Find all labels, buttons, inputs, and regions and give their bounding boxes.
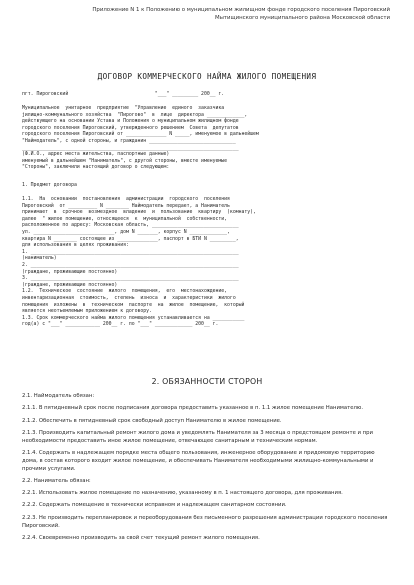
section1-title: 1. Предмет договора <box>22 183 77 188</box>
paragraph-2-1-1: 2.1.1. В пятидневный срок после подписания договора предоставить указанное в п. 1.1 жилое помещение Нанимателю. <box>22 405 364 412</box>
paragraph-2-2-4: 2.2.4. Своевременно производить за свой счет текущий ремонт жилого помещения. <box>22 534 260 541</box>
paragraph-2-2-2: 2.2.2. Содержать помещение в технически исправном и надлежащем санитарном состоянии. <box>22 502 287 509</box>
section2-title: 2. ОБЯЗАННОСТИ СТОРОН <box>151 377 263 386</box>
section1-body: 1.1. На основании постановления администрации городского поселения Пироговский от __________ N ________ Наймодатель передает, а Наниматель принимает в срочное возмездное владение и пользование квартиру (комнату), далее " жилое помещение, относящееся к муниципальной собственности, расположенное по адресу: Московская область, ______________________________ ул. ____________________________, дом N _______, корпус N _____________, квартира N ________ состоящее из ______________, паспорт в БТИ N _________, для использования в целях проживания: 1. ________________________________________________________________________ (наниматель) 2. ________________________________________________________________________ (граждане, проживающие постоянно) 3. ________________________________________________________________________ (граждане, проживающие постоянно) 1.2. Техническое состояние жилого помещения, его местонахождение, инвентаризационная стоимость, степень износа и характеристики жилого помещения изложены в техническом паспорте на жилое помещение, который является неотъемлемым приложением к договору. 1.3. Срок коммерческого найма жилого помещения устанавливается на ___________ год(а) с "___" ____________ 200__ г. по "___" _____________ 200__ г. <box>22 197 256 328</box>
paragraph-2-1-3: 2.1.3. Производить капитальный ремонт жилого дома и уведомлять Нанимателя за 3 месяца о предстоящем ремонте и при необходимости предоставить иное жилое помещение, отвечающее санитарным и техническим нормам. <box>22 429 373 444</box>
paragraph-2-1-2: 2.1.2. Обеспечить в пятидневный срок свободный доступ Нанимателю в жилое помещение. <box>22 417 282 424</box>
paragraph-2-1: 2.1. Наймодатель обязан: <box>22 393 95 399</box>
paragraph-2-2-1: 2.2.1. Использовать жилое помещение по назначению, указанному в п. 1 настоящего договора, для проживания. <box>22 490 343 497</box>
place-date-line: пгт. Пироговский "___" _________ 200__ г. <box>22 92 225 97</box>
appendix-header-line2: Мытищинского муниципального района Московской области <box>214 14 390 21</box>
appendix-header <box>60 7 390 22</box>
paragraph-2-2: 2.2. Наниматель обязан: <box>22 477 91 484</box>
preamble: Муниципальное унитарное предприятие "Управление единого заказчика jилищно-коммунального хозяйства "Пирогово" в лице директора _____________, действующего на основании Устава и Положения о муниципальном жилищном фонде городского поселения Пироговский, утвержденного решением Совета депутатов городского поселения Пироговский от ______________ N _____, именуемое в дальнейшем "Наймодатель", с одной стороны, и гражданин ______________________________ ___________________________________________________________________________ (Ф.И.О., адрес места жительства, паспортные данные) именуемый в дальнейшем "Наниматель", с другой стороны, вместе именуемые "Стороны", заключили настоящий договор о следующем: <box>22 106 259 171</box>
appendix-header-line1: Приложение N 1 к Положению о муниципальном жилищном фонде городского поселения Пироговский <box>92 7 390 13</box>
paragraph-2-1-4: 2.1.4. Содержать в надлежащем порядке места общего пользования, инженерное оборудование и придомовую территорию дома, в состав которого входит жилое помещение, и обеспечивать Нанимателя необходимыми жилищно-коммунальными и прочими услугами. <box>22 449 375 472</box>
document-title: ДОГОВОР КОММЕРЧЕСКОГО НАЙМА ЖИЛОГО ПОМЕЩЕНИЯ <box>97 72 317 81</box>
paragraph-2-2-3: 2.2.3. Не производить перепланировок и переоборудования без письменного разрешения администрации городского поселения Пироговский. <box>22 514 388 529</box>
section2-body <box>22 393 388 547</box>
